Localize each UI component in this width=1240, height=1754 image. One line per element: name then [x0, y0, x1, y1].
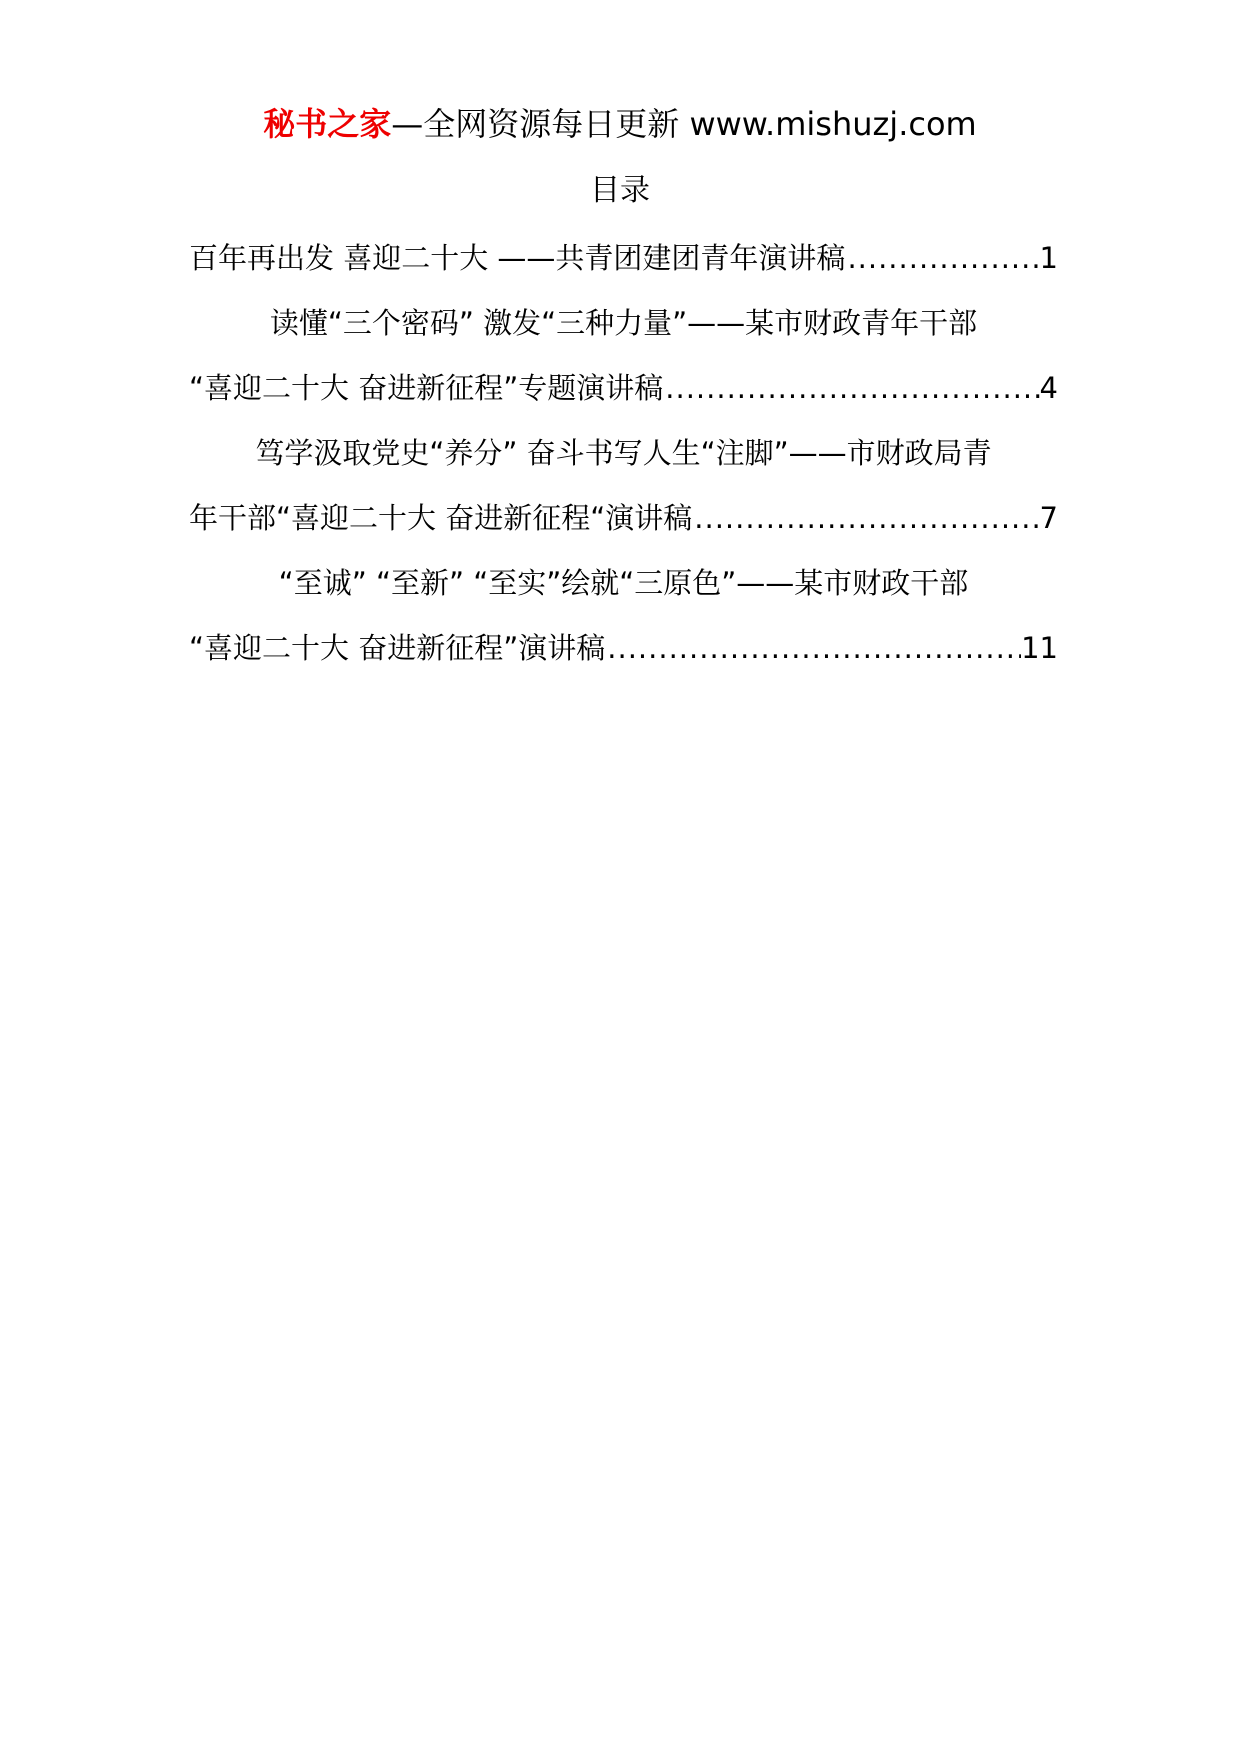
toc-leader-dots [692, 486, 1039, 551]
toc-entry [189, 616, 1058, 681]
toc-entry [189, 226, 1058, 291]
toc-title: 目录 [590, 173, 650, 208]
toc-entry-title: “喜迎二十大 奋进新征程”演讲稿 [189, 631, 606, 665]
toc-leader-dots [605, 616, 1021, 681]
toc-entry-title: 年干部“喜迎二十大 奋进新征程“演讲稿 [189, 501, 693, 535]
toc-entry-title: 百年再出发 喜迎二十大 ——共青团建团青年演讲稿 [189, 241, 846, 275]
toc-leader-dots [663, 356, 1039, 421]
page-header [0, 102, 1240, 146]
header-tagline: —全网资源每日更新 www.mishuzj.com [391, 105, 977, 143]
brand-name: 秘书之家 [263, 105, 392, 143]
toc-entry [189, 356, 1058, 421]
toc-page-number: 4 [1039, 371, 1058, 405]
toc-page-number: 11 [1021, 631, 1058, 665]
toc-entry-title-line: “至诚” “至新” “至实”绘就“三原色”——某市财政干部 [278, 566, 969, 600]
toc-entry-title-line: 笃学汲取党史“养分” 奋斗书写人生“注脚”——市财政局青 [255, 436, 992, 470]
toc-page-number: 7 [1039, 501, 1058, 535]
toc-entry [189, 486, 1058, 551]
toc-entry-title: “喜迎二十大 奋进新征程”专题演讲稿 [189, 371, 664, 405]
toc-page-number: 1 [1039, 241, 1058, 275]
toc-leader-dots [845, 226, 1039, 291]
toc-entry-title-line: 读懂“三个密码” 激发“三种力量”——某市财政青年干部 [269, 306, 978, 340]
table-of-contents [189, 226, 1058, 681]
